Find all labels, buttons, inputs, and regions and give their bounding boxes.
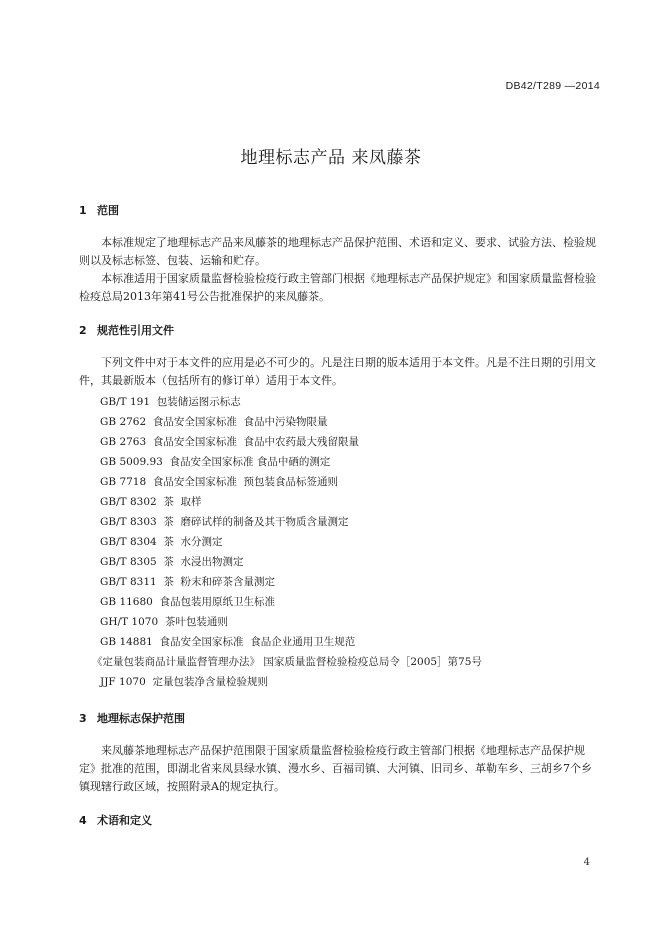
reference-item: GB/T 8303 茶 磨碎试样的制备及其干物质含量测定	[100, 516, 349, 528]
protection-scope-paragraph: 来凤藤茶地理标志产品保护范围限于国家质量监督检验检疫行政主管部门根据《地理标志产品保护规定》批准的范围，即湖北省来凤县绿水镇、漫水乡、百福司镇、大河镇、旧司乡、革勒车乡、三胡乡7个乡镇现辖行政区域，按照附录A的规定执行。	[79, 744, 592, 793]
scope-paragraph-1: 本标准规定了地理标志产品来凤藤茶的地理标志产品保护范围、术语和定义、要求、试验方法、检验规则以及标志标签、包装、运输和贮存。	[79, 236, 596, 267]
reference-item: JJF 1070 定量包装净含量检验规则	[100, 676, 268, 688]
section-title: 术语和定义	[97, 814, 152, 827]
reference-item: GB/T 191 包装储运图示标志	[100, 396, 241, 408]
reference-item: GB 11680 食品包装用原纸卫生标准	[100, 596, 276, 608]
reference-item: GB 2763 食品安全国家标准 食品中农药最大残留限量	[100, 436, 360, 448]
reference-item: GB/T 8305 茶 水浸出物测定	[100, 556, 244, 568]
section-number: 2	[79, 324, 87, 337]
scope-paragraph-2: 本标准适用于国家质量监督检验检疫行政主管部门根据《地理标志产品保护规定》和国家质量监督检验检疫总局2013年第41号公告批准保护的来凤藤茶。	[79, 272, 596, 303]
reference-item: GB 14881 食品安全国家标准 食品企业通用卫生规范	[100, 636, 356, 648]
section-4-heading	[79, 812, 152, 828]
section-title: 范围	[97, 204, 119, 217]
references-intro: 下列文件中对于本文件的应用是必不可少的。凡是注日期的版本适用于本文件。凡是不注日期的引用文件，其最新版本（包括所有的修订单）适用于本文件。	[79, 356, 596, 387]
section-title: 规范性引用文件	[97, 324, 174, 337]
section-2-heading	[79, 322, 174, 338]
section-number: 3	[79, 712, 87, 725]
page-number: 4	[583, 857, 590, 868]
section-1-heading	[79, 202, 119, 218]
section-number: 1	[79, 204, 87, 217]
reference-item: 《定量包装商品计量监督管理办法》 国家质量监督检验检疫总局令［2005］第75号	[92, 656, 482, 668]
normative-references-list	[92, 392, 482, 692]
section-title: 地理标志保护范围	[97, 712, 185, 725]
reference-item: GB 7718 食品安全国家标准 预包装食品标签通则	[100, 476, 339, 488]
reference-item: GH/T 1070 茶叶包装通则	[100, 616, 228, 628]
reference-item: GB/T 8304 茶 水分测定	[100, 536, 223, 548]
section-number: 4	[79, 814, 87, 827]
reference-item: GB/T 8302 茶 取样	[100, 496, 202, 508]
document-title: 地理标志产品 来凤藤茶	[240, 148, 422, 168]
section-3-heading	[79, 710, 185, 726]
reference-item: GB 5009.93 食品安全国家标准 食品中硒的测定	[100, 456, 331, 468]
standard-code: DB42/T289 —2014	[505, 80, 600, 92]
reference-item: GB/T 8311 茶 粉末和碎茶含量测定	[100, 576, 276, 588]
reference-item: GB 2762 食品安全国家标准 食品中污染物限量	[100, 416, 328, 428]
